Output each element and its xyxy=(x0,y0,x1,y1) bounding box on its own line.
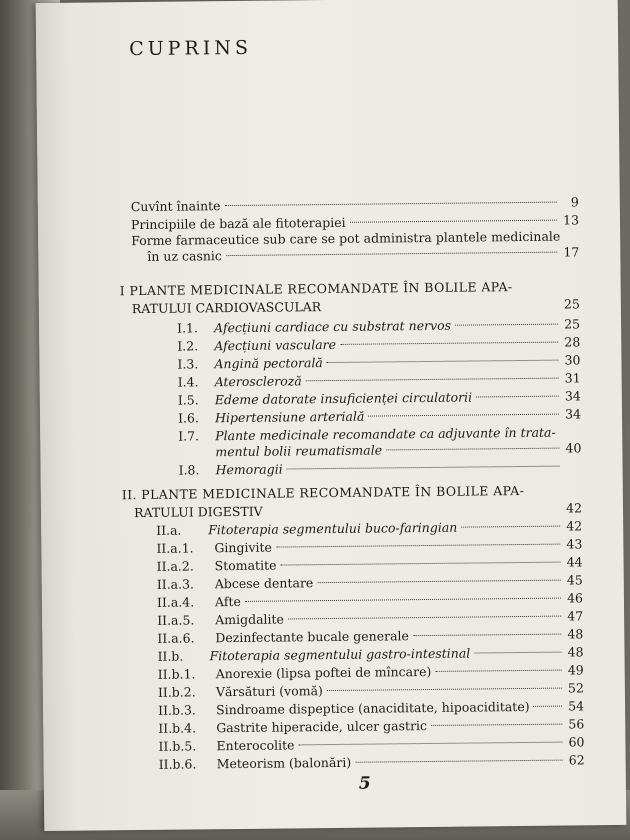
toc-entry-title: Enterocolite xyxy=(216,737,295,754)
toc-entry-number: II.a.5. xyxy=(157,612,195,628)
toc-entry-i8[interactable] xyxy=(178,457,581,479)
dot-leader xyxy=(431,724,562,726)
toc-entry-number: I.1. xyxy=(177,320,199,336)
chapter-1-heading-line2[interactable] xyxy=(132,295,580,318)
toc-entry-title: Sindroame dispeptice (anaciditate, hipoaciditate) xyxy=(216,698,530,718)
toc-entry-number: II.b.4. xyxy=(158,720,197,736)
toc-entry-title: RATULUI DIGESTIV xyxy=(133,503,263,521)
toc-entry-title: Hemoragii xyxy=(215,461,283,478)
toc-entry-number: I.5. xyxy=(177,392,199,408)
toc-entry-page: 60 xyxy=(568,734,585,750)
toc-entry-number: II.a.1. xyxy=(156,540,194,556)
toc-entry-page: 42 xyxy=(566,500,583,516)
toc-entry-page: 31 xyxy=(564,370,581,386)
toc-entry-number: I.6. xyxy=(177,410,199,426)
toc-entry-title: Vărsături (vomă) xyxy=(215,683,323,700)
dot-leader xyxy=(225,202,557,206)
toc-entry-title: Principiile de bază ale fitoterapiei xyxy=(130,214,346,233)
toc-entry-i7-number[interactable]: I.7. xyxy=(178,428,200,444)
toc-entry-i7-line1[interactable]: Plante medicinale recomandate ca adjuvante în trata- xyxy=(215,424,556,444)
page-number: 5 xyxy=(358,773,371,794)
page-title: CUPRINS xyxy=(129,36,253,61)
toc-entry-page: 13 xyxy=(562,212,580,228)
dot-leader xyxy=(340,342,558,345)
toc-entry-page: 42 xyxy=(566,518,583,534)
toc-entry-number: II.a.2. xyxy=(156,558,194,574)
dot-leader xyxy=(413,634,561,637)
toc-entry-number: II.b.3. xyxy=(158,702,196,718)
toc-entry-iib6[interactable] xyxy=(159,751,585,773)
dot-leader xyxy=(350,220,557,223)
dot-leader xyxy=(355,760,562,763)
dot-leader xyxy=(435,670,561,672)
dot-leader xyxy=(245,598,561,602)
toc-entry-title: Afecțiuni cardiace cu substrat nervos xyxy=(214,317,452,336)
toc-entry-page: 56 xyxy=(568,716,585,732)
dot-leader xyxy=(226,252,557,256)
toc-entry-title: Anorexie (lipsa poftei de mîncare) xyxy=(215,663,432,682)
toc-entry-title: Fitoterapia segmentului buco-faringian xyxy=(208,519,458,538)
toc-entry-title: mentul bolii reumatismale xyxy=(215,442,383,460)
toc-entry-number: I.3. xyxy=(177,356,199,372)
dot-leader xyxy=(327,360,559,363)
toc-entry-title: Gastrite hiperacide, ulcer gastric xyxy=(216,718,428,736)
chapter-1-heading[interactable]: I PLANTE MEDICINALE RECOMANDATE ÎN BOLILE APA- xyxy=(119,279,513,299)
toc-entry-title: Afecțiuni vasculare xyxy=(214,336,337,354)
toc-entry-number: II.b. xyxy=(157,648,184,664)
toc-entry-number: II.a. xyxy=(156,522,182,538)
toc-entry-page: 62 xyxy=(568,752,585,768)
toc-entry-number: I.8. xyxy=(178,462,200,478)
dot-leader xyxy=(280,562,560,566)
toc-entry-number: II.a.6. xyxy=(157,630,195,646)
toc-entry-page: 40 xyxy=(565,440,582,456)
toc-entry-title: Stomatite xyxy=(214,557,277,574)
toc-entry-page: 17 xyxy=(563,244,580,260)
toc-entry-number: II.b.5. xyxy=(158,738,197,754)
dot-leader xyxy=(276,544,560,548)
toc-entry-page: 48 xyxy=(567,644,584,660)
toc-entry-number: II.b.2. xyxy=(157,684,196,700)
toc-entry-title: Hipertensiune arterială xyxy=(214,408,365,426)
toc-entry-number: II.b.6. xyxy=(158,756,197,772)
toc-entry-title: Edeme datorate insuficienței circulatorii xyxy=(214,389,473,408)
toc-entry-title: Angină pectorală xyxy=(214,355,323,372)
toc-entry-page: 30 xyxy=(564,352,581,368)
toc-entry-title: RATULUI CARDIOVASCULAR xyxy=(131,299,322,317)
toc-entry-page: 46 xyxy=(566,590,584,606)
toc-entry-page: 34 xyxy=(565,406,582,422)
toc-entry-page: 45 xyxy=(566,572,583,588)
book-page xyxy=(36,0,627,831)
dot-leader xyxy=(386,448,559,451)
toc-entry-page: 52 xyxy=(567,680,584,696)
toc-entry-number: I.4. xyxy=(177,374,199,390)
toc-entry-title: Cuvînt înainte xyxy=(130,198,221,215)
dot-leader xyxy=(476,396,559,398)
toc-entry-number: II.b.1. xyxy=(157,666,196,682)
toc-entry-page: 44 xyxy=(566,554,583,570)
dot-leader xyxy=(474,652,561,654)
dot-leader xyxy=(327,688,562,691)
toc-entry-title: Ateroscleroză xyxy=(214,373,302,390)
dot-leader xyxy=(368,414,559,417)
toc-entry-title: Amigdalite xyxy=(215,611,284,628)
toc-entry-title: Meteorism (balonări) xyxy=(216,754,352,772)
dot-leader xyxy=(306,378,559,382)
toc-entry-page: 48 xyxy=(567,626,584,642)
dot-leader xyxy=(317,580,560,584)
dot-leader xyxy=(534,706,563,707)
toc-entry-page: 47 xyxy=(567,608,584,624)
toc-entry-title: Abcese dentare xyxy=(214,575,314,592)
toc-entry-page: 43 xyxy=(566,536,583,552)
toc-entry-number: II.a.3. xyxy=(156,576,195,592)
dot-leader xyxy=(325,305,558,307)
toc-entry-page: 49 xyxy=(567,662,584,678)
toc-entry-page: 28 xyxy=(564,334,581,350)
dot-leader xyxy=(287,466,560,470)
dot-leader xyxy=(288,616,561,620)
dot-leader xyxy=(267,509,560,512)
toc-entry-title: Dezinfectante bucale generale xyxy=(215,628,409,646)
dot-leader xyxy=(299,742,563,746)
toc-entry-page: 54 xyxy=(568,698,585,714)
toc-entry-page: 25 xyxy=(564,316,581,332)
toc-entry-page: 34 xyxy=(564,388,581,404)
toc-entry-title: Afte xyxy=(214,593,241,610)
toc-entry-page: 25 xyxy=(563,296,580,312)
toc-entry-forme-line1[interactable]: Forme farmaceutice sub care se pot administra plantele medicinale xyxy=(131,228,561,249)
toc-entry-title: Fitoterapia segmentului gastro-intestinal xyxy=(209,645,471,664)
chapter-2-heading[interactable]: II. PLANTE MEDICINALE RECOMANDATE ÎN BOLILE APA- xyxy=(121,482,525,503)
toc-entry-page: 9 xyxy=(570,194,579,210)
toc-entry-number: I.2. xyxy=(177,338,199,354)
toc-entry-forme[interactable] xyxy=(147,243,579,266)
toc-entry-title: în uz casnic xyxy=(147,248,222,264)
toc-entry-number: II.a.4. xyxy=(156,594,195,610)
dot-leader xyxy=(455,324,558,326)
dot-leader xyxy=(461,526,560,528)
toc-entry-title: Gingivite xyxy=(214,539,272,556)
